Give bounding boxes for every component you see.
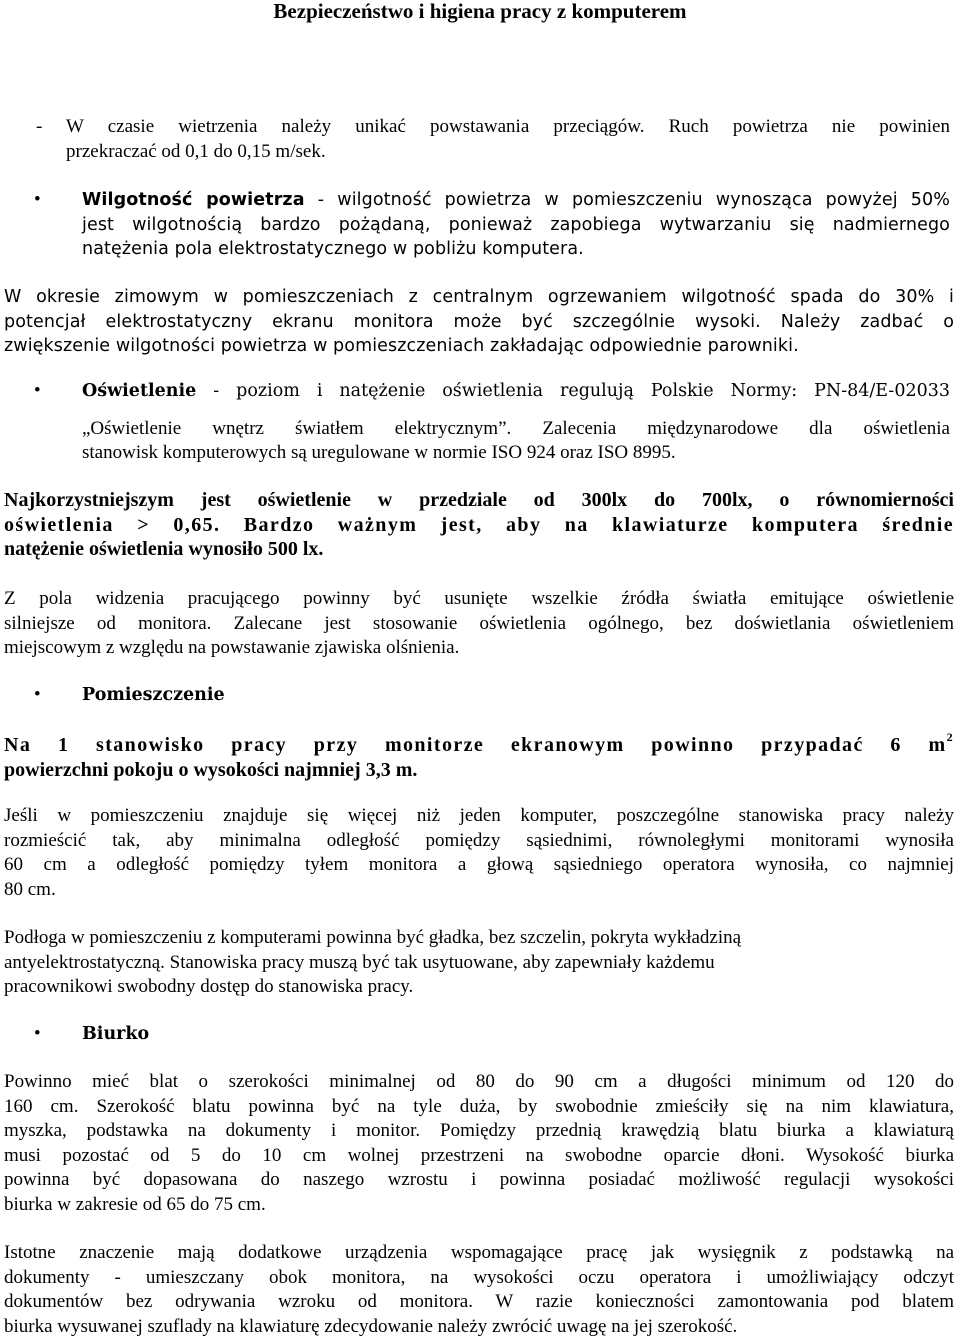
text-line: dokumenty - umieszczany obok monitora, na wysokości oczu operatora i umożliwiający odczyt xyxy=(4,1266,954,1291)
text-line: oświetlenia > 0,65. Bardzo ważnym jest, aby na klawiaturze komputera średnie xyxy=(4,513,954,538)
text-line: Najkorzystniejszym jest oświetlenie w przedziale od 300lx do 700lx, o równomierności xyxy=(4,488,954,513)
humidity-label: Wilgotność powietrza xyxy=(82,190,305,210)
bullet: • xyxy=(34,1022,41,1047)
humidity-first-line: - wilgotność powietrza w pomieszczeniu wynosząca powyżej 50% xyxy=(305,190,950,210)
text-line: Z pola widzenia pracującego powinny być usunięte wszelkie źródła światła emitujące oświetlenie xyxy=(4,587,954,612)
ventilation-note xyxy=(66,115,950,164)
room-requirement-paragraph xyxy=(4,733,954,782)
text-line xyxy=(4,733,954,758)
text-line: 80 cm. xyxy=(4,878,954,903)
text-line: powinna być dopasowana do naszego wzrostu i powinna posiadać możliwość regulacji wysokości xyxy=(4,1168,954,1193)
text-line xyxy=(82,379,950,404)
lighting-norm-title: „Oświetlenie wnętrz światłem elektrycznym” xyxy=(82,418,507,439)
glare-paragraph xyxy=(4,587,954,661)
text-line: Istotne znaczenie mają dodatkowe urządzenia wspomagające pracę jak wysięgnik z podstawką na xyxy=(4,1241,954,1266)
text-line: biurka w zakresie od 65 do 75 cm. xyxy=(4,1193,954,1218)
lighting-second-line: . Zalecenia międzynarodowe dla oświetlenia xyxy=(507,418,950,439)
desk-paragraph xyxy=(4,1070,954,1217)
bullet: • xyxy=(34,379,41,404)
text-line: stanowisk komputerowych są uregulowane w normie ISO 924 oraz ISO 8995. xyxy=(82,441,950,466)
desk-heading: Biurko xyxy=(82,1022,149,1047)
text-line: miejscowym z względu na powstawanie zjawiska olśnienia. xyxy=(4,636,954,661)
workstation-spacing-paragraph xyxy=(4,804,954,902)
text-line: rozmieścić tak, aby minimalna odległość pomiędzy sąsiednimi, równoległymi monitorami wynosiła xyxy=(4,829,954,854)
bullet: • xyxy=(34,683,41,708)
text-line: 60 cm a odległość pomiędzy tyłem monitora a głową sąsiedniego operatora wynosiła, co najmniej xyxy=(4,853,954,878)
text-line: zwiększenie wilgotności powietrza w pomieszczeniach zakładając odpowiednie parowniki. xyxy=(4,334,954,359)
text-line: antyelektrostatyczną. Stanowiska pracy muszą być tak usytuowane, aby zapewniały każdemu xyxy=(4,951,954,976)
lighting-requirement-paragraph xyxy=(4,488,954,562)
text-line: powierzchni pokoju o wysokości najmniej 3,3 m. xyxy=(4,758,954,783)
square-superscript: 2 xyxy=(947,730,954,744)
text-line: natężenia pola elektrostatycznego w pobliżu komputera. xyxy=(82,237,950,262)
text-line: przekraczać od 0,1 do 0,15 m/sek. xyxy=(66,140,950,165)
dash-bullet: - xyxy=(36,115,42,140)
text-line xyxy=(82,188,950,213)
lighting-label: Oświetlenie xyxy=(82,381,196,401)
text-line: myszka, podstawka na dokumenty i monitor. Pomiędzy przednią krawędzią blatu biurka a klawiaturą xyxy=(4,1119,954,1144)
text-line: 160 cm. Szerokość blatu powinna być na tyle duża, by swobodnie zmieściły się na nim klawiatura, xyxy=(4,1095,954,1120)
text-line: pracownikowi swobodny dostęp do stanowiska pracy. xyxy=(4,975,954,1000)
text-line: biurka wysuwanej szuflady na klawiaturę zdecydowanie należy zwrócić uwagę na jej szerokość. xyxy=(4,1315,954,1339)
text-line: potencjał elektrostatyczny ekranu monitora może być szczególnie wysoki. Należy zadbać o xyxy=(4,310,954,335)
room-heading: Pomieszczenie xyxy=(82,683,225,708)
room-requirement-first-line: Na 1 stanowisko pracy przy monitorze ekranowym powinno przypadać 6 m xyxy=(4,734,947,756)
text-line: Powinno mieć blat o szerokości minimalnej od 80 do 90 cm a długości minimum od 120 do xyxy=(4,1070,954,1095)
text-line: Podłoga w pomieszczeniu z komputerami powinna być gładka, bez szczelin, pokryta wykładziną xyxy=(4,926,954,951)
text-line: W czasie wietrzenia należy unikać powstawania przeciągów. Ruch powietrza nie powinien xyxy=(66,115,950,140)
text-line: Jeśli w pomieszczeniu znajduje się więcej niż jeden komputer, poszczególne stanowiska pracy należy xyxy=(4,804,954,829)
floor-paragraph xyxy=(4,926,954,1000)
humidity-item xyxy=(82,188,950,262)
text-line: silniejsze od monitora. Zalecane jest stosowanie oświetlenia ogólnego, bez doświetlania oświetleniem xyxy=(4,612,954,637)
page-title: Bezpieczeństwo i higiena pracy z komputerem xyxy=(0,0,960,24)
accessories-paragraph xyxy=(4,1241,954,1339)
lighting-item xyxy=(82,379,950,466)
lighting-first-line: - poziom i natężenie oświetlenia regulują Polskie Normy: PN-84/E-02033 xyxy=(196,381,950,401)
text-line: W okresie zimowym w pomieszczeniach z centralnym ogrzewaniem wilgotność spada do 30% i xyxy=(4,285,954,310)
bullet: • xyxy=(34,188,41,213)
text-line: musi pozostać od 5 do 10 cm wolnej przestrzeni na swobodne oparcie dłoni. Wysokość biurka xyxy=(4,1144,954,1169)
text-line: natężenie oświetlenia wynosiło 500 lx. xyxy=(4,537,954,562)
text-line: dokumentów bez odrywania wzroku od monitora. W razie konieczności zamontowania pod blatem xyxy=(4,1290,954,1315)
text-line xyxy=(82,417,950,442)
text-line: jest wilgotnością bardzo pożądaną, ponieważ zapobiega wytwarzaniu się nadmiernego xyxy=(82,213,950,238)
winter-humidity-paragraph xyxy=(4,285,954,359)
